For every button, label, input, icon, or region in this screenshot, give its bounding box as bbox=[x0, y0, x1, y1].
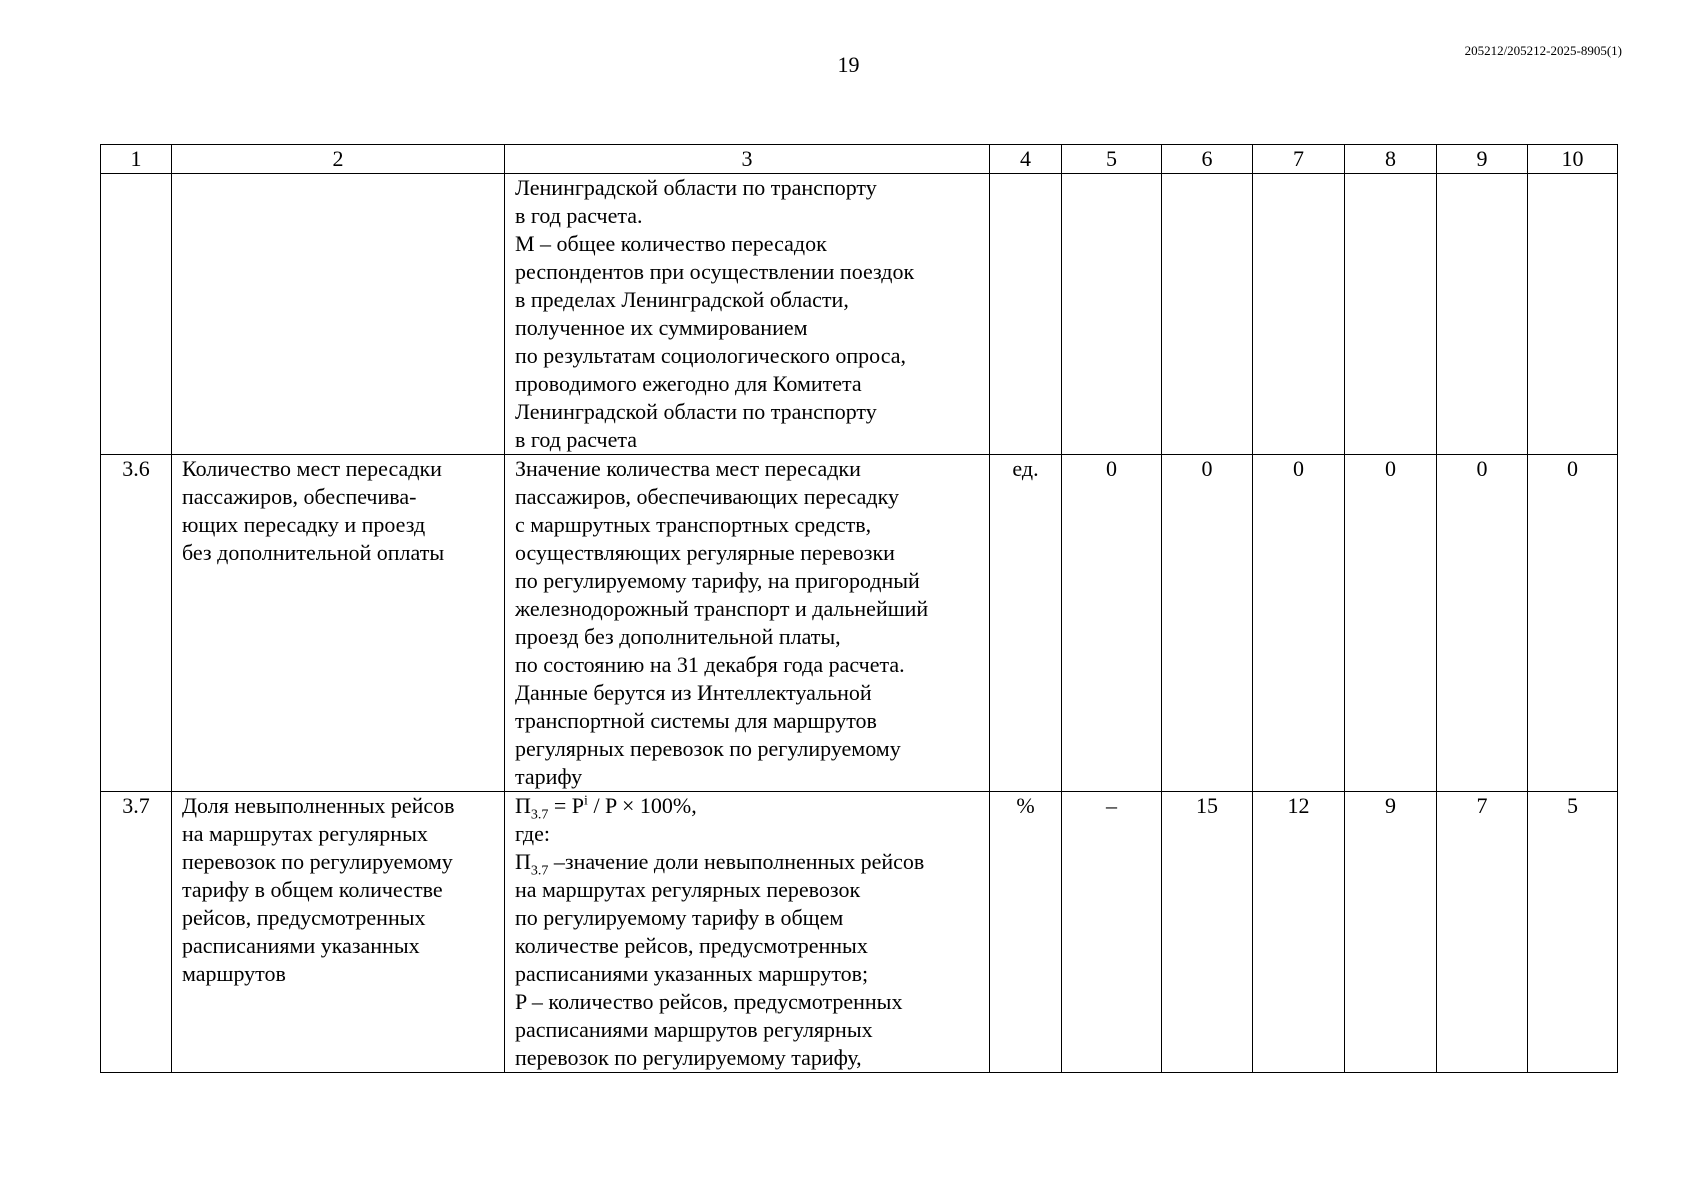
unit-cell: % bbox=[990, 792, 1062, 1073]
value-cell: 0 bbox=[1062, 455, 1162, 792]
indicator-number: 3.7 bbox=[101, 792, 172, 1073]
indicator-number bbox=[101, 174, 172, 455]
indicator-number: 3.6 bbox=[101, 455, 172, 792]
table-row bbox=[101, 792, 1618, 1073]
value-cell bbox=[1162, 174, 1253, 455]
unit-cell bbox=[990, 174, 1062, 455]
indicator-name: Количество мест пересадки пассажиров, обеспечива- ющих пересадку и проезд без дополнительной оплаты bbox=[172, 455, 505, 792]
column-header: 1 bbox=[101, 145, 172, 174]
column-header: 3 bbox=[505, 145, 990, 174]
column-header: 2 bbox=[172, 145, 505, 174]
column-header: 6 bbox=[1162, 145, 1253, 174]
indicator-name: Доля невыполненных рейсов на маршрутах регулярных перевозок по регулируемому тарифу в общем количестве рейсов, предусмотренных расписаниями указанных маршрутов bbox=[172, 792, 505, 1073]
column-header: 8 bbox=[1345, 145, 1437, 174]
table-row bbox=[101, 455, 1618, 792]
document-id: 205212/205212-2025-8905(1) bbox=[1464, 43, 1622, 58]
column-header: 4 bbox=[990, 145, 1062, 174]
value-cell bbox=[1528, 174, 1618, 455]
value-cell: 12 bbox=[1253, 792, 1345, 1073]
value-cell: 7 bbox=[1437, 792, 1528, 1073]
table-row bbox=[101, 174, 1618, 455]
calculation-method bbox=[505, 792, 990, 1073]
value-cell: 0 bbox=[1345, 455, 1437, 792]
value-cell: 0 bbox=[1528, 455, 1618, 792]
value-cell: 0 bbox=[1253, 455, 1345, 792]
value-cell: 5 bbox=[1528, 792, 1618, 1073]
formula-definition: $П_{3.7}$ –значение доли невыполненных рейсов bbox=[515, 849, 925, 879]
calculation-method: Ленинградской области по транспорту в год расчета. М – общее количество пересадок респондентов при осуществлении поездок в пределах Ленинградской области, полученное их суммированием по результатам социологического опроса, проводимого ежегодно для Комитета Ленинградской области по транспорту в год расчета bbox=[505, 174, 990, 455]
column-number-row bbox=[101, 145, 1618, 174]
formula: $П_{3.7} = P^i / P \times 100\%$, bbox=[515, 793, 697, 823]
value-cell: – bbox=[1062, 792, 1162, 1073]
column-header: 7 bbox=[1253, 145, 1345, 174]
value-cell bbox=[1062, 174, 1162, 455]
value-cell: 9 bbox=[1345, 792, 1437, 1073]
column-header: 5 bbox=[1062, 145, 1162, 174]
value-cell: 0 bbox=[1162, 455, 1253, 792]
value-cell bbox=[1437, 174, 1528, 455]
column-header: 10 bbox=[1528, 145, 1618, 174]
calculation-method: Значение количества мест пересадки пассажиров, обеспечивающих пересадку с маршрутных транспортных средств, осуществляющих регулярные перевозки по регулируемому тарифу, на пригородный железнодорожный транспорт и дальнейший проезд без дополнительной платы, по состоянию на 31 декабря года расчета. Данные берутся из Интеллектуальной транспортной системы для маршрутов регулярных перевозок по регулируемому тарифу bbox=[505, 455, 990, 792]
value-cell bbox=[1345, 174, 1437, 455]
unit-cell: ед. bbox=[990, 455, 1062, 792]
value-cell bbox=[1253, 174, 1345, 455]
method-text: на маршрутах регулярных перевозок по регулируемому тарифу в общем количестве рейсов, предусмотренных расписаниями указанных маршрутов; P – количество рейсов, предусмотренных расписаниями маршрутов регулярных перевозок по регулируемому тарифу, bbox=[515, 877, 903, 1070]
indicator-table bbox=[100, 144, 1618, 1073]
value-cell: 0 bbox=[1437, 455, 1528, 792]
page-number: 19 bbox=[837, 52, 860, 77]
indicator-name bbox=[172, 174, 505, 455]
value-cell: 15 bbox=[1162, 792, 1253, 1073]
column-header: 9 bbox=[1437, 145, 1528, 174]
formula-where: где: bbox=[515, 821, 550, 846]
